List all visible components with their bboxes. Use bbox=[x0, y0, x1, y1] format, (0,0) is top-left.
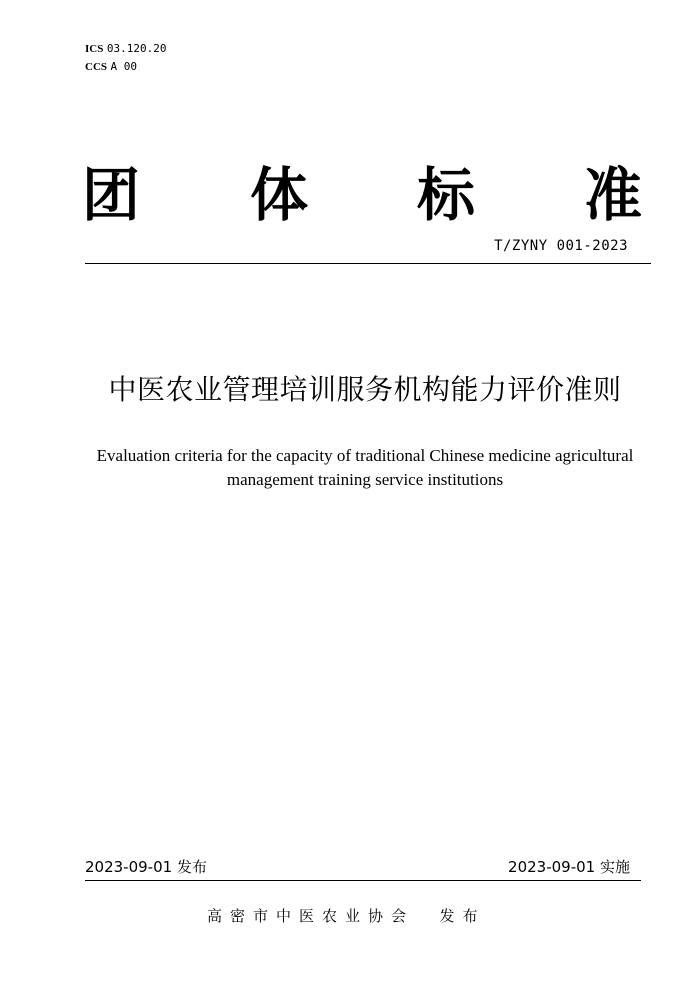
top-divider bbox=[85, 263, 651, 264]
publisher: 高密市中医农业协会 发布 bbox=[207, 907, 486, 925]
banner-char-3: 标 bbox=[417, 161, 476, 229]
implementation-date: 2023-09-01 实施 bbox=[508, 858, 630, 876]
ics-label: ICS bbox=[85, 43, 104, 55]
standard-type-banner bbox=[82, 160, 642, 230]
banner-char-2: 体 bbox=[250, 161, 309, 229]
ccs-code bbox=[85, 58, 166, 76]
title-english bbox=[95, 444, 635, 492]
title-english-line-2: management training service institutions bbox=[226, 470, 504, 489]
title-chinese: 中医农业管理培训服务机构能力评价准则 bbox=[108, 373, 622, 406]
standard-number: T/ZYNY 001-2023 bbox=[494, 238, 628, 254]
bottom-divider bbox=[85, 880, 641, 881]
ccs-value: A 00 bbox=[110, 60, 138, 73]
banner-char-1: 团 bbox=[82, 161, 141, 229]
ccs-label: CCS bbox=[85, 61, 108, 73]
issue-date: 2023-09-01 发布 bbox=[85, 858, 207, 876]
banner-char-4: 准 bbox=[584, 161, 643, 229]
classification-codes bbox=[85, 40, 166, 76]
ics-code bbox=[85, 40, 166, 58]
ics-value: 03.120.20 bbox=[106, 42, 167, 55]
title-english-line-1: Evaluation criteria for the capacity of traditional Chinese medicine agricultural bbox=[96, 446, 634, 465]
